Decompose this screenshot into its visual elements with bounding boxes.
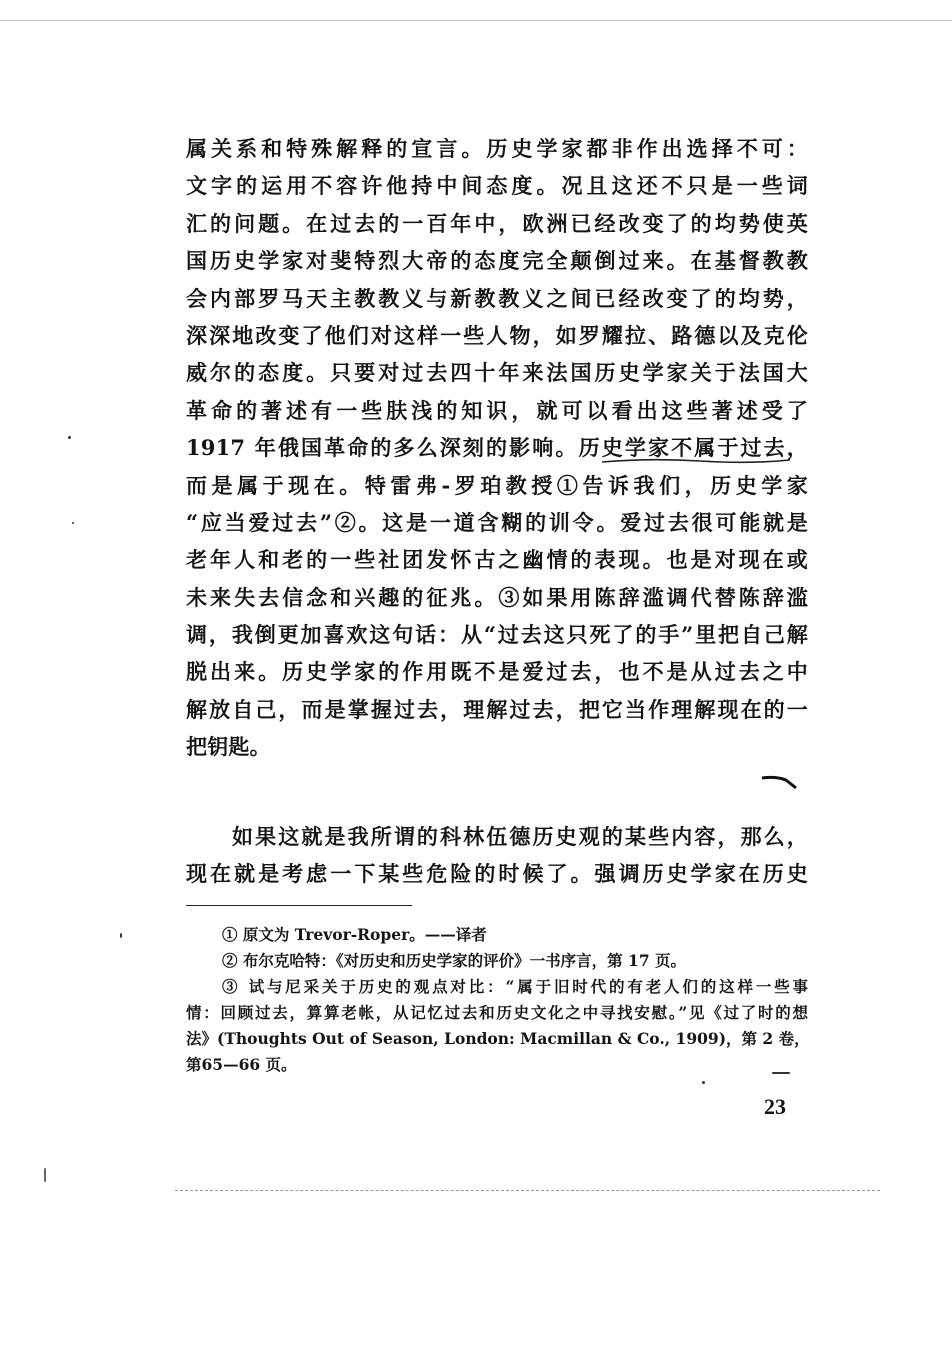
scan-speck: [772, 1072, 790, 1074]
scan-speck: [120, 933, 122, 938]
footnote-3-line: 情：回顾过去，算算老帐，从记忆过去和历史文化之中寻找安慰。”见《过了时的想: [186, 1003, 808, 1022]
pen-dash-mark: [760, 772, 800, 792]
text-line: 文字的运用不容许他持中间态度。况且这还不只是一些词: [186, 173, 808, 199]
footnotes: [186, 922, 808, 1078]
footnote-3-line: ③ 试与尼采关于历史的观点对比：“属于旧时代的有老人们的这样一些事: [222, 977, 808, 996]
text-line: 威尔的态度。只要对过去四十年来法国历史学家关于法国大: [186, 360, 808, 386]
text-line: 未来失去信念和兴趣的征兆。③如果用陈辞滥调代替陈辞滥: [186, 584, 808, 610]
footnote-1: ① 原文为 Trevor-Roper。——译者: [222, 925, 487, 944]
text-line: 革命的著述有一些肤浅的知识，就可以看出这些著述受了: [186, 397, 808, 423]
text-line: 脱出来。历史学家的作用既不是爱过去，也不是从过去之中: [186, 659, 808, 685]
text-line: 1917 年俄国革命的多么深刻的影响。历史学家不属于过去，: [186, 435, 808, 461]
text-line: 国历史学家对斐特烈大帝的态度完全颠倒过来。在基督教教: [186, 248, 808, 274]
main-paragraph: [186, 130, 808, 766]
scan-top-edge-line: [0, 20, 952, 21]
text-line: 把钥匙。: [186, 734, 271, 760]
text-line: 深深地改变了他们对这样一些人物，如罗耀拉、路德以及克伦: [186, 322, 808, 348]
text-line: 汇的问题。在过去的一百年中，欧洲已经改变了的均势使英: [186, 210, 808, 236]
scan-speck: [702, 1081, 705, 1084]
second-paragraph: [186, 818, 808, 893]
scan-speck: [68, 436, 71, 439]
footnote-3-line: 第65—66 页。: [186, 1055, 297, 1074]
text-line: 现在就是考虑一下某些危险的时候了。强调历史学家在历史: [186, 861, 808, 887]
scan-speck: [72, 522, 74, 524]
scan-speck: [44, 1168, 46, 1182]
text-line: 会内部罗马天主教教义与新教教义之间已经改变了的均势，: [186, 285, 808, 311]
footnote-2: ② 布尔克哈特：《对历史和历史学家的评价》一书序言，第 17 页。: [222, 951, 687, 970]
scan-bottom-edge-line: [175, 1190, 880, 1191]
footnote-separator: [186, 905, 412, 906]
text-line: 调，我倒更加喜欢这句话：从“过去这只死了的手”里把自己解: [186, 622, 808, 648]
text-line: 老年人和老的一些社团发怀古之幽情的表现。也是对现在或: [186, 547, 808, 573]
pen-underline-mark: [600, 452, 800, 468]
text-line: 属关系和特殊解释的宣言。历史学家都非作出选择不可：: [186, 136, 808, 161]
footnote-3-line: 法》(Thoughts Out of Season, London: Macmillan & Co., 1909)，第 2 卷，: [186, 1029, 810, 1048]
text-line: 而是属于现在。特雷弗-罗珀教授①告诉我们，历史学家: [186, 472, 808, 498]
text-line: “应当爱过去”②。这是一道含糊的训令。爱过去很可能就是: [186, 509, 808, 535]
text-line: 解放自己，而是掌握过去，理解过去，把它当作理解现在的一: [186, 696, 808, 722]
page-number: 23: [764, 1094, 786, 1119]
text-line: 如果这就是我所谓的科林伍德历史观的某些内容，那么，: [232, 824, 808, 849]
